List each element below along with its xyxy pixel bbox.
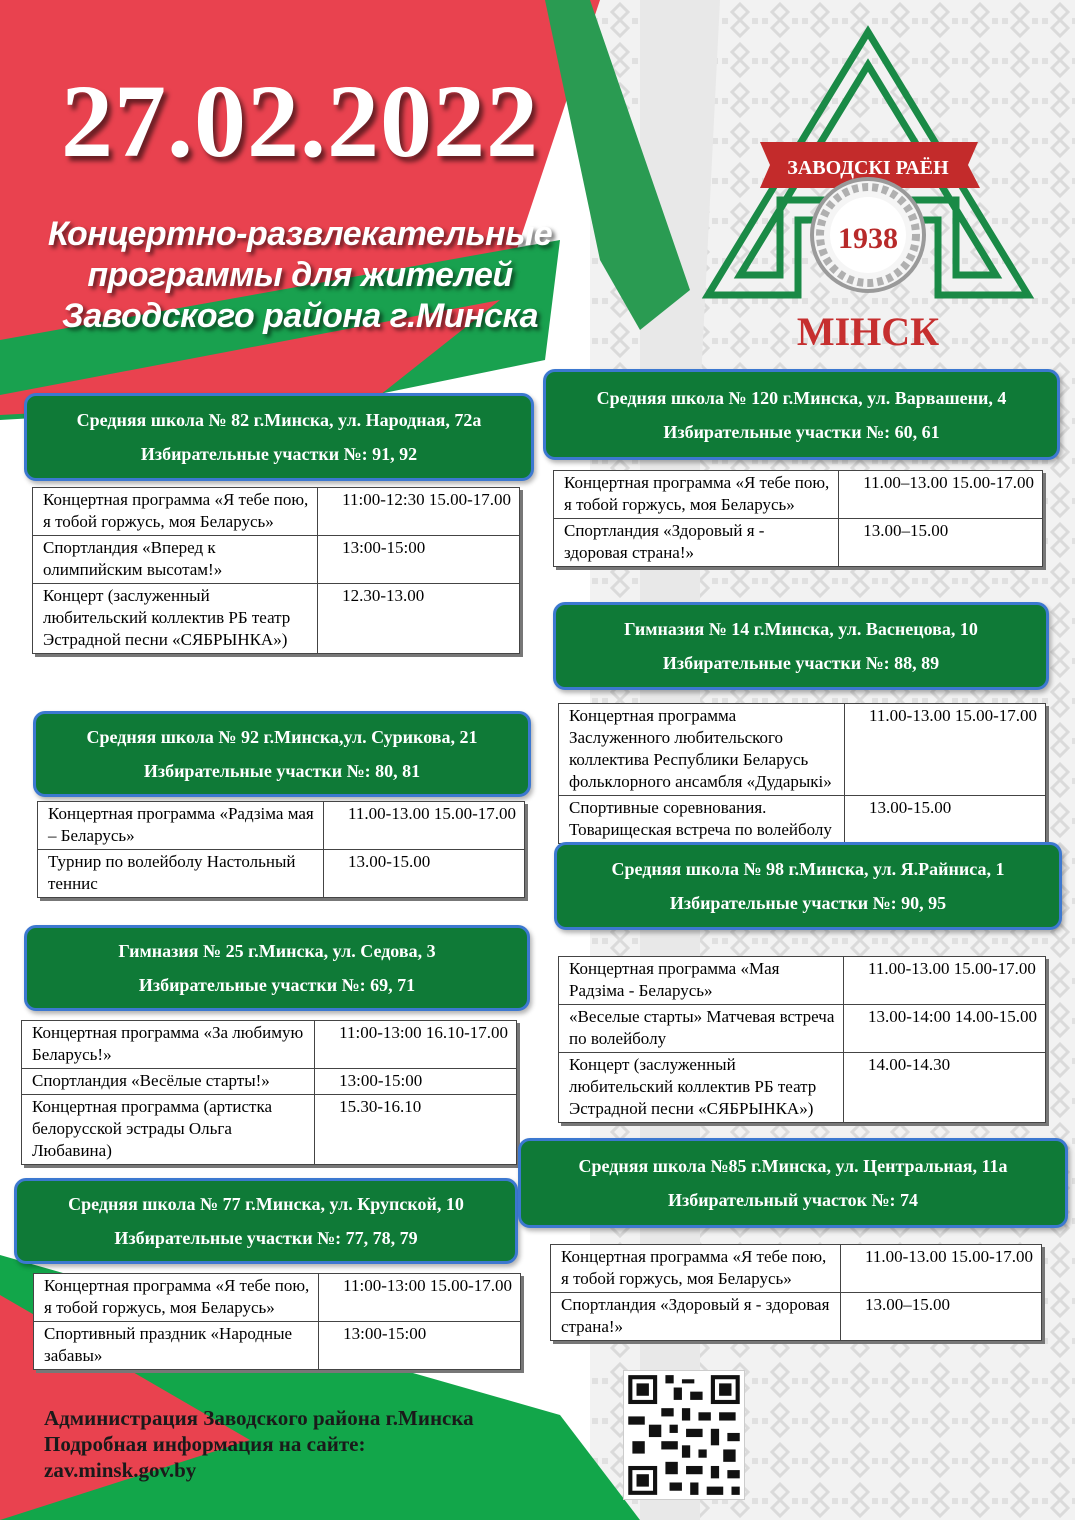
schedule-table-school-98 bbox=[558, 956, 1046, 1123]
table-row: Спортивные соревнования. Товарищеская встреча по волейболу 13.00-15.00 bbox=[559, 796, 1046, 844]
table-row: Спортландия «Весёлые старты!» 13:00-15:00 bbox=[22, 1069, 517, 1095]
venue-header-gymnasium-25: Гимназия № 25 г.Минска, ул. Седова, 3 Избирательные участки №: 69, 71 bbox=[24, 925, 530, 1011]
table-row: Концертная программа «Радзіма мая – Беларусь» 11.00-13.00 15.00-17.00 bbox=[38, 802, 525, 850]
table-row: Концертная программа (артистка белорусской эстрады Ольга Любавина) 15.30-16.10 bbox=[22, 1095, 517, 1165]
table-row: Концертная программа «За любимую Беларусь!» 11:00-13:00 16.10-17.00 bbox=[22, 1021, 517, 1069]
table-row: Концертная программа «Я тебе пою, я тобой горжусь, моя Беларусь» 11.00–13.00 15.00-17.00 bbox=[554, 471, 1043, 519]
emblem-year: 1938 bbox=[838, 222, 898, 255]
schedule-table-gymnasium-14 bbox=[558, 703, 1046, 844]
table-row: Спортландия «Вперед к олимпийским высотам!» 13:00-15:00 bbox=[33, 536, 520, 584]
venue-header-school-98: Средняя школа № 98 г.Минска, ул. Я.Райниса, 1 Избирательные участки №: 90, 95 bbox=[554, 842, 1062, 930]
schedule-table-school-85 bbox=[550, 1244, 1042, 1341]
qr-code-icon[interactable] bbox=[623, 1370, 745, 1500]
table-row: Концертная программа «Я тебе пою, я тобой горжусь, моя Беларусь» 11:00-13:00 15.00-17.00 bbox=[34, 1274, 521, 1322]
footer-info bbox=[44, 1405, 474, 1483]
event-date: 27.02.2022 bbox=[61, 64, 539, 179]
schedule-table-school-120 bbox=[553, 470, 1043, 567]
table-row: Концерт (заслуженный любительский коллектив РБ театр Эстрадной песни «СЯБРЫНКА») 14.00-14.30 bbox=[559, 1053, 1046, 1123]
table-row: Спортландия «Здоровый я - здоровая страна!» 13.00–15.00 bbox=[551, 1293, 1042, 1341]
emblem-city: МІНСК bbox=[796, 309, 940, 354]
table-row: Спортландия «Здоровый я - здоровая страна!» 13.00–15.00 bbox=[554, 519, 1043, 567]
schedule-table-school-82 bbox=[32, 487, 520, 654]
table-row: Концертная программа «Я тебе пою, я тобой горжусь, моя Беларусь» 11.00-13.00 15.00-17.00 bbox=[551, 1245, 1042, 1293]
table-row: Концертная программа «Я тебе пою, я тобой горжусь, моя Беларусь» 11:00-12:30 15.00-17.00 bbox=[33, 488, 520, 536]
table-row: Турнир по волейболу Настольный теннис 13.00-15.00 bbox=[38, 850, 525, 898]
venue-header-school-120: Средняя школа № 120 г.Минска, ул. Варвашени, 4 Избирательные участки №: 60, 61 bbox=[543, 369, 1060, 460]
venue-header-school-92: Средняя школа № 92 г.Минска,ул. Сурикова, 21 Избирательные участки №: 80, 81 bbox=[33, 711, 531, 797]
emblem-ribbon-text: ЗАВОДСКІ РАЁН bbox=[787, 157, 949, 179]
table-row: Концертная программа «Мая Радзіма - Беларусь» 11.00-13.00 15.00-17.00 bbox=[559, 957, 1046, 1005]
table-row: Концерт (заслуженный любительский коллектив РБ театр Эстрадной песни «СЯБРЫНКА») 12.30-13.00 bbox=[33, 584, 520, 654]
district-emblem-logo bbox=[688, 20, 1048, 365]
table-row: Спортивный праздник «Народные забавы» 13:00-15:00 bbox=[34, 1322, 521, 1370]
venue-header-school-82: Средняя школа № 82 г.Минска, ул. Народная, 72а Избирательные участки №: 91, 92 bbox=[24, 393, 534, 481]
footer-more-info: Подробная информация на сайте: bbox=[44, 1432, 366, 1456]
table-row: Концертная программа Заслуженного любительского коллектива Республики Беларусь фольклорного ансамбля «Дударыкі» 11.00-13.00 15.00-17.00 bbox=[559, 704, 1046, 796]
venue-header-school-85: Средняя школа №85 г.Минска, ул. Центральная, 11а Избирательный участок №: 74 bbox=[518, 1138, 1068, 1228]
poster-subtitle: Концертно-развлекательные программы для жителей Заводского района г.Минска bbox=[47, 215, 553, 335]
venue-header-school-77: Средняя школа № 77 г.Минска, ул. Крупской, 10 Избирательные участки №: 77, 78, 79 bbox=[14, 1178, 518, 1264]
schedule-table-gymnasium-25 bbox=[21, 1020, 517, 1165]
venue-header-gymnasium-14: Гимназия № 14 г.Минска, ул. Васнецова, 10 Избирательные участки №: 88, 89 bbox=[553, 602, 1049, 690]
schedule-table-school-77 bbox=[33, 1273, 521, 1370]
table-row: «Веселые старты» Матчевая встреча по волейболу 13.00-14:00 14.00-15.00 bbox=[559, 1005, 1046, 1053]
footer-website-link[interactable]: zav.minsk.gov.by bbox=[44, 1458, 197, 1482]
schedule-table-school-92 bbox=[37, 801, 525, 898]
footer-organization: Администрация Заводского района г.Минска bbox=[44, 1406, 474, 1430]
